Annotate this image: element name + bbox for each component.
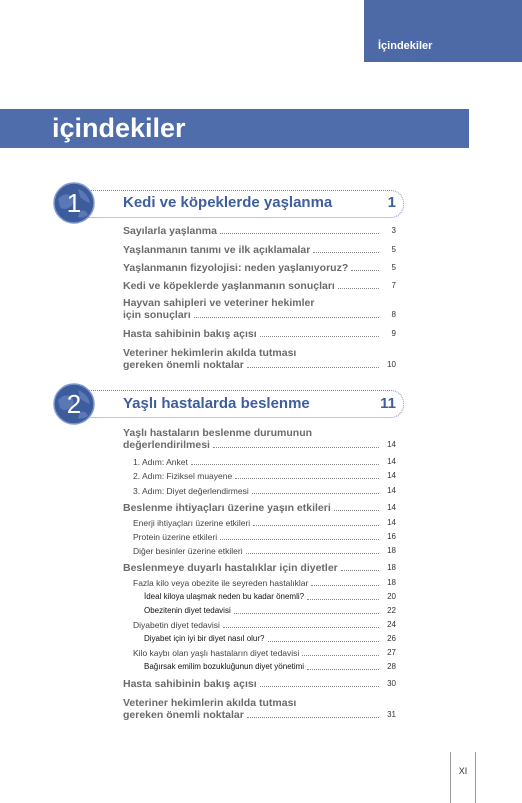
toc-entry[interactable]: 2. Adım: Fiziksel muayene 14 <box>133 471 396 481</box>
chapter-1-globe-icon <box>52 181 96 225</box>
toc-entry[interactable]: Bağırsak emilim bozukluğunun diyet yönetimi 28 <box>144 662 396 671</box>
chapter-2-globe-icon <box>52 382 96 426</box>
toc-entry[interactable]: Yaşlanmanın fizyolojisi: neden yaşlanıyoruz? 5 <box>123 262 396 274</box>
toc-entry[interactable]: Kedi ve köpeklerde yaşlanmanın sonuçları 7 <box>123 280 396 292</box>
footer-page-number: XI <box>458 766 468 776</box>
toc-entry[interactable]: Hayvan sahipleri ve veteriner hekimler için sonuçları 8 <box>123 297 396 321</box>
page-title-bar <box>0 109 469 148</box>
toc-entry[interactable]: Veteriner hekimlerin akılda tutması gereken önemli noktalar 10 <box>123 347 396 371</box>
toc-entry[interactable]: Hasta sahibinin bakış açısı 9 <box>123 328 396 340</box>
toc-entry[interactable]: Yaşlanmanın tanımı ve ilk açıklamalar 5 <box>123 244 396 256</box>
header-section-tab <box>364 0 522 62</box>
toc-entry[interactable]: Diyabet için iyi bir diyet nasıl olur? 26 <box>144 634 396 643</box>
header-section-label: İçindekiler <box>378 40 433 52</box>
footer-page-marker <box>450 752 476 803</box>
toc-entry[interactable]: Beslenme ihtiyaçları üzerine yaşın etkileri 14 <box>123 502 396 514</box>
chapter-1-title[interactable]: Kedi ve köpeklerde yaşlanma <box>123 194 333 211</box>
toc-entry[interactable]: Diğer besinler üzerine etkileri 18 <box>133 546 396 556</box>
toc-entry[interactable]: Hasta sahibinin bakış açısı 30 <box>123 678 396 690</box>
chapter-1-page: 1 <box>387 194 396 211</box>
toc-entry[interactable]: Diyabetin diyet tedavisi 24 <box>133 620 396 630</box>
toc-entry[interactable]: İdeal kiloya ulaşmak neden bu kadar önemli? 20 <box>144 592 396 601</box>
chapter-2-page: 11 <box>380 395 396 412</box>
toc-entry[interactable]: Yaşlı hastaların beslenme durumunun değerlendirilmesi 14 <box>123 427 396 451</box>
page-title: içindekiler <box>52 113 186 143</box>
toc-entry[interactable]: Fazla kilo veya obezite ile seyreden hastalıklar 18 <box>133 578 396 588</box>
chapter-1-number: 1 <box>66 188 82 218</box>
toc-entry[interactable]: Beslenmeye duyarlı hastalıklar için diyetler 18 <box>123 562 396 574</box>
toc-entry[interactable]: Veteriner hekimlerin akılda tutması gereken önemli noktalar 31 <box>123 697 396 721</box>
toc-entry[interactable]: Sayılarla yaşlanma 3 <box>123 225 396 237</box>
chapter-2-number: 2 <box>66 389 82 419</box>
toc-entry[interactable]: 3. Adım: Diyet değerlendirmesi 14 <box>133 486 396 496</box>
toc-entry[interactable]: Enerji ihtiyaçları üzerine etkileri 14 <box>133 518 396 528</box>
toc-entry[interactable]: Protein üzerine etkileri 16 <box>133 532 396 542</box>
toc-entry[interactable]: Obezitenin diyet tedavisi 22 <box>144 606 396 615</box>
toc-entry[interactable]: Kilo kaybı olan yaşlı hastaların diyet tedavisi 27 <box>133 648 396 658</box>
chapter-2-title[interactable]: Yaşlı hastalarda beslenme <box>123 395 310 412</box>
toc-entry[interactable]: 1. Adım: Anket 14 <box>133 457 396 467</box>
